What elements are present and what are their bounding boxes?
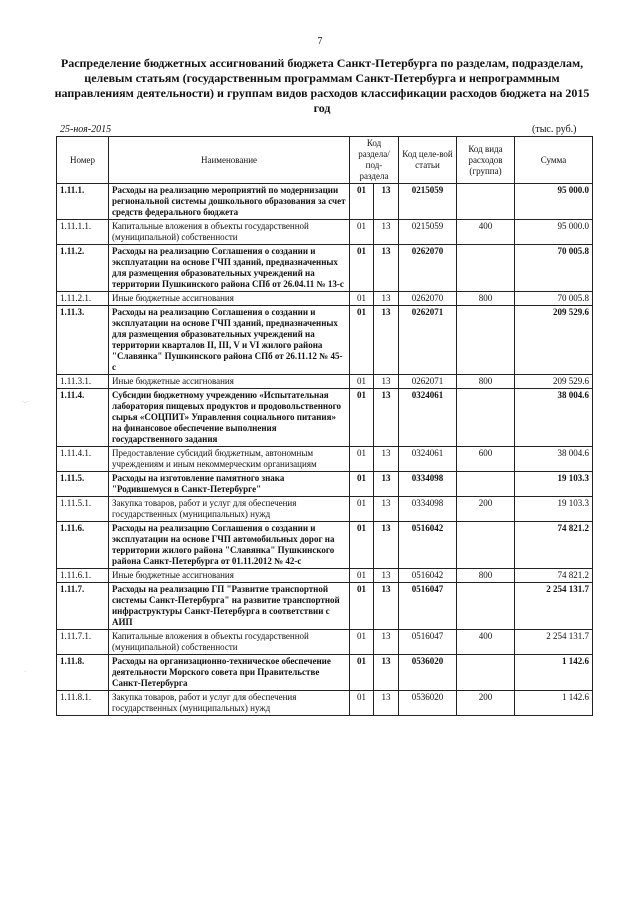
units-label: (тыс. руб.) [532, 124, 577, 135]
row-section: 01 [350, 447, 374, 472]
row-sum: 38 004.6 [515, 389, 593, 447]
row-exptype: 800 [457, 375, 515, 389]
row-subsection: 13 [374, 630, 399, 655]
row-name: Расходы на реализацию мероприятий по модернизации региональной системы дошкольного образования за счет средств федерального бюджета [109, 184, 350, 220]
document-title: Распределение бюджетных ассигнований бюджета Санкт-Петербурга по разделам, подразделам, целевым статьям (государственным программам Санкт-Петербурга и непрограммным направлениям деятельности) и группам видов расходов классификации расходов бюджета на 2015 год [54, 56, 590, 115]
row-section: 01 [350, 220, 374, 245]
table-row [57, 292, 593, 306]
header-target: Код целе-вой статьи [399, 137, 457, 184]
table-row [57, 306, 593, 375]
row-name: Расходы на организационно-техническое обеспечение деятельности Морского совета при Правительстве Санкт-Петербурга [109, 655, 350, 691]
row-subsection: 13 [374, 292, 399, 306]
table-row [57, 447, 593, 472]
row-number: 1.11.5. [57, 472, 109, 497]
row-name: Предоставление субсидий бюджетным, автономным учреждениям и иным некоммерческим организациям [109, 447, 350, 472]
header-number: Номер [57, 137, 109, 184]
table-row [57, 375, 593, 389]
row-sum: 1 142.6 [515, 655, 593, 691]
row-exptype [457, 655, 515, 691]
row-section: 01 [350, 292, 374, 306]
row-name: Расходы на реализацию ГП "Развитие транспортной системы Санкт-Петербурга" на развитие транспортной инфраструктуры Санкт-Петербурга в соответствии с АИП [109, 583, 350, 630]
row-section: 01 [350, 375, 374, 389]
table-header-row [57, 137, 593, 184]
row-sum: 38 004.6 [515, 447, 593, 472]
row-section: 01 [350, 522, 374, 569]
row-exptype: 600 [457, 447, 515, 472]
row-exptype [457, 522, 515, 569]
row-subsection: 13 [374, 691, 399, 716]
row-section: 01 [350, 583, 374, 630]
row-subsection: 13 [374, 472, 399, 497]
row-exptype: 400 [457, 630, 515, 655]
row-exptype [457, 184, 515, 220]
row-sum: 74 821.2 [515, 569, 593, 583]
row-name: Расходы на реализацию Соглашения о создании и эксплуатации на основе ГЧП автомобильных дорог на территории жилого района "Славянка" Пушкинского района Санкт-Петербурга от 01.11.2012 № 42-с [109, 522, 350, 569]
row-name: Капитальные вложения в объекты государственной (муниципальной) собственности [109, 630, 350, 655]
row-name: Закупка товаров, работ и услуг для обеспечения государственных (муниципальных) нужд [109, 691, 350, 716]
row-number: 1.11.2.1. [57, 292, 109, 306]
row-section: 01 [350, 306, 374, 375]
row-exptype [457, 389, 515, 447]
page-number: 7 [317, 36, 323, 47]
row-number: 1.11.4.1. [57, 447, 109, 472]
row-number: 1.11.7.1. [57, 630, 109, 655]
row-sum: 2 254 131.7 [515, 583, 593, 630]
table-row [57, 389, 593, 447]
row-number: 1.11.8.1. [57, 691, 109, 716]
row-sum: 70 005.8 [515, 292, 593, 306]
row-target: 0516042 [399, 522, 457, 569]
table-row [57, 184, 593, 220]
row-sum: 70 005.8 [515, 245, 593, 292]
row-target: 0536020 [399, 691, 457, 716]
row-number: 1.11.6. [57, 522, 109, 569]
row-sum: 1 142.6 [515, 691, 593, 716]
row-number: 1.11.5.1. [57, 497, 109, 522]
row-sum: 2 254 131.7 [515, 630, 593, 655]
table-row [57, 691, 593, 716]
row-subsection: 13 [374, 569, 399, 583]
table-row [57, 583, 593, 630]
row-name: Субсидии бюджетному учреждению «Испытательная лаборатория пищевых продуктов и продовольственного сырья «СОЦПИТ» Управления социального питания» на финансовое обеспечение выполнения государственного задания [109, 389, 350, 447]
row-exptype [457, 306, 515, 375]
row-target: 0334098 [399, 497, 457, 522]
row-sum: 209 529.6 [515, 375, 593, 389]
table-row [57, 497, 593, 522]
row-exptype: 400 [457, 220, 515, 245]
row-subsection: 13 [374, 306, 399, 375]
row-subsection: 13 [374, 184, 399, 220]
row-name: Расходы на реализацию Соглашения о создании и эксплуатации на основе ГЧП зданий, предназначенных для размещения образовательных учреждений на территории кварталов II, III, V и VI жилого района "Славянка" Пушкинского района СПб от 26.11.12 № 45-с [109, 306, 350, 375]
row-section: 01 [350, 497, 374, 522]
row-target: 0262070 [399, 245, 457, 292]
margin-mark: · [24, 668, 27, 676]
budget-table [56, 136, 593, 716]
header-sum: Сумма [515, 137, 593, 184]
row-section: 01 [350, 569, 374, 583]
row-sum: 19 103.3 [515, 472, 593, 497]
row-name: Иные бюджетные ассигнования [109, 569, 350, 583]
row-target: 0516042 [399, 569, 457, 583]
row-section: 01 [350, 184, 374, 220]
row-target: 0262071 [399, 306, 457, 375]
row-exptype [457, 472, 515, 497]
row-subsection: 13 [374, 583, 399, 630]
row-number: 1.11.7. [57, 583, 109, 630]
row-name: Закупка товаров, работ и услуг для обеспечения государственных (муниципальных) нужд [109, 497, 350, 522]
row-sum: 95 000.0 [515, 184, 593, 220]
row-sum: 95 000.0 [515, 220, 593, 245]
row-sum: 19 103.3 [515, 497, 593, 522]
row-subsection: 13 [374, 389, 399, 447]
row-number: 1.11.1. [57, 184, 109, 220]
row-target: 0334098 [399, 472, 457, 497]
row-subsection: 13 [374, 497, 399, 522]
row-number: 1.11.6.1. [57, 569, 109, 583]
row-subsection: 13 [374, 447, 399, 472]
header-name: Наименование [109, 137, 350, 184]
row-exptype: 800 [457, 292, 515, 306]
row-section: 01 [350, 655, 374, 691]
row-name: Расходы на изготовление памятного знака "Родившемуся в Санкт-Петербурге" [109, 472, 350, 497]
row-section: 01 [350, 245, 374, 292]
margin-mark: ·-· [22, 398, 29, 406]
row-sum: 209 529.6 [515, 306, 593, 375]
row-sum: 74 821.2 [515, 522, 593, 569]
row-target: 0516047 [399, 583, 457, 630]
row-target: 0324061 [399, 389, 457, 447]
table-row [57, 630, 593, 655]
table-row [57, 472, 593, 497]
table-row [57, 522, 593, 569]
table-row [57, 655, 593, 691]
row-exptype [457, 245, 515, 292]
row-section: 01 [350, 389, 374, 447]
row-exptype: 800 [457, 569, 515, 583]
row-target: 0324061 [399, 447, 457, 472]
row-name: Капитальные вложения в объекты государственной (муниципальной) собственности [109, 220, 350, 245]
row-number: 1.11.1.1. [57, 220, 109, 245]
row-name: Иные бюджетные ассигнования [109, 292, 350, 306]
header-exptype: Код вида расходов (группа) [457, 137, 515, 184]
row-number: 1.11.4. [57, 389, 109, 447]
table-row [57, 245, 593, 292]
row-target: 0215059 [399, 184, 457, 220]
row-subsection: 13 [374, 220, 399, 245]
row-section: 01 [350, 691, 374, 716]
row-subsection: 13 [374, 375, 399, 389]
row-number: 1.11.2. [57, 245, 109, 292]
row-subsection: 13 [374, 245, 399, 292]
row-exptype [457, 583, 515, 630]
row-target: 0262071 [399, 375, 457, 389]
row-target: 0536020 [399, 655, 457, 691]
header-section: Код раздела/ под-раздела [350, 137, 399, 184]
row-target: 0516047 [399, 630, 457, 655]
row-exptype: 200 [457, 497, 515, 522]
row-number: 1.11.8. [57, 655, 109, 691]
row-name: Расходы на реализацию Соглашения о создании и эксплуатации на основе ГЧП зданий, предназначенных для размещения образовательных учреждений на территории Пушкинского района СПб от 26.04.11 № 13-с [109, 245, 350, 292]
row-subsection: 13 [374, 522, 399, 569]
table-row [57, 569, 593, 583]
table-row [57, 220, 593, 245]
row-section: 01 [350, 472, 374, 497]
row-subsection: 13 [374, 655, 399, 691]
date-stamp: 25-ноя-2015 [60, 124, 112, 135]
row-number: 1.11.3.1. [57, 375, 109, 389]
row-target: 0215059 [399, 220, 457, 245]
row-name: Иные бюджетные ассигнования [109, 375, 350, 389]
row-number: 1.11.3. [57, 306, 109, 375]
row-target: 0262070 [399, 292, 457, 306]
row-section: 01 [350, 630, 374, 655]
row-exptype: 200 [457, 691, 515, 716]
